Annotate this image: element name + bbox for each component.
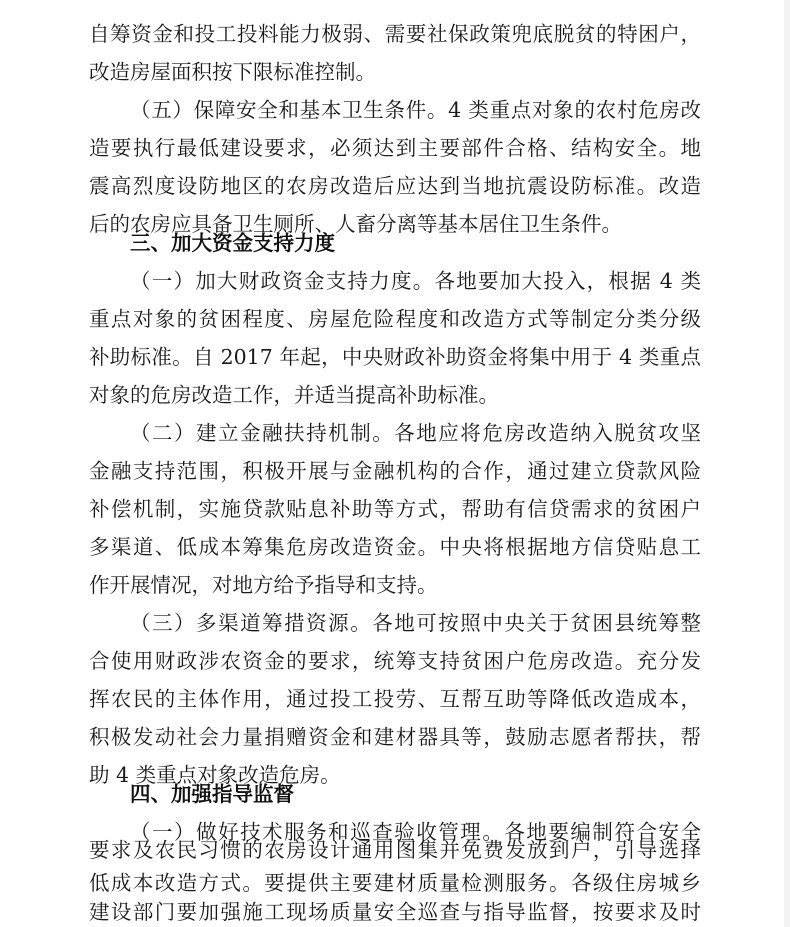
section-heading: 三、加大资金支持力度 bbox=[130, 231, 335, 255]
body-text-line: 要求及农民习惯的农房设计通用图集并免费发放到户，引导选择 bbox=[89, 838, 701, 862]
body-text-line: 助 4 类重点对象改造危房。 bbox=[89, 763, 341, 787]
paragraph-first-line: （三）多渠道筹措资源。各地可按照中央关于贫困县统筹整 bbox=[130, 611, 701, 635]
paragraph-first-line: （一）加大财政资金支持力度。各地要加大投入，根据 4 类 bbox=[130, 269, 701, 293]
body-text-line: 对象的危房改造工作，并适当提高补助标准。 bbox=[89, 383, 499, 407]
body-text-line: 合使用财政涉农资金的要求，统筹支持贫困户危房改造。充分发 bbox=[89, 649, 701, 673]
body-text-line: 积极发动社会力量捐赠资金和建材器具等，鼓励志愿者帮扶，帮 bbox=[89, 725, 701, 749]
body-text-line: 后的农房应具备卫生厕所、人畜分离等基本居住卫生条件。 bbox=[89, 212, 622, 236]
body-text-line: 挥农民的主体作用，通过投工投劳、互帮互助等降低改造成本， bbox=[89, 687, 701, 711]
paragraph-first-line: （二）建立金融扶持机制。各地应将危房改造纳入脱贫攻坚 bbox=[130, 421, 701, 445]
body-text-line: 作开展情况，对地方给予指导和支持。 bbox=[89, 573, 438, 597]
body-text-line: 自筹资金和投工投料能力极弱、需要社保政策兜底脱贫的特困户， bbox=[89, 22, 701, 46]
body-text-line: 震高烈度设防地区的农房改造后应达到当地抗震设防标准。改造 bbox=[89, 174, 701, 198]
body-text-line: 补助标准。自 2017 年起，中央财政补助资金将集中用于 4 类重点 bbox=[89, 345, 701, 369]
paragraph-first-line: （一）做好技术服务和巡查验收管理。各地要编制符合安全 bbox=[130, 820, 701, 844]
section-heading: 四、加强指导监督 bbox=[130, 782, 294, 806]
body-text-line: 补偿机制，实施贷款贴息补助等方式，帮助有信贷需求的贫困户 bbox=[89, 497, 701, 521]
body-text-line: 建设部门要加强施工现场质量安全巡查与指导监督，按要求及时 bbox=[89, 900, 701, 924]
paragraph-first-line: （五）保障安全和基本卫生条件。4 类重点对象的农村危房改 bbox=[130, 98, 701, 122]
page-edge-shadow bbox=[784, 0, 790, 927]
body-text-line: 造要执行最低建设要求，必须达到主要部件合格、结构安全。地 bbox=[89, 136, 701, 160]
body-text-line: 重点对象的贫困程度、房屋危险程度和改造方式等制定分类分级 bbox=[89, 307, 701, 331]
body-text-line: 改造房屋面积按下限标准控制。 bbox=[89, 60, 376, 84]
body-text-line: 金融支持范围，积极开展与金融机构的合作，通过建立贷款风险 bbox=[89, 459, 701, 483]
body-text-line: 低成本改造方式。要提供主要建材质量检测服务。各级住房城乡 bbox=[89, 871, 701, 895]
body-text-line: 多渠道、低成本筹集危房改造资金。中央将根据地方信贷贴息工 bbox=[89, 535, 701, 559]
